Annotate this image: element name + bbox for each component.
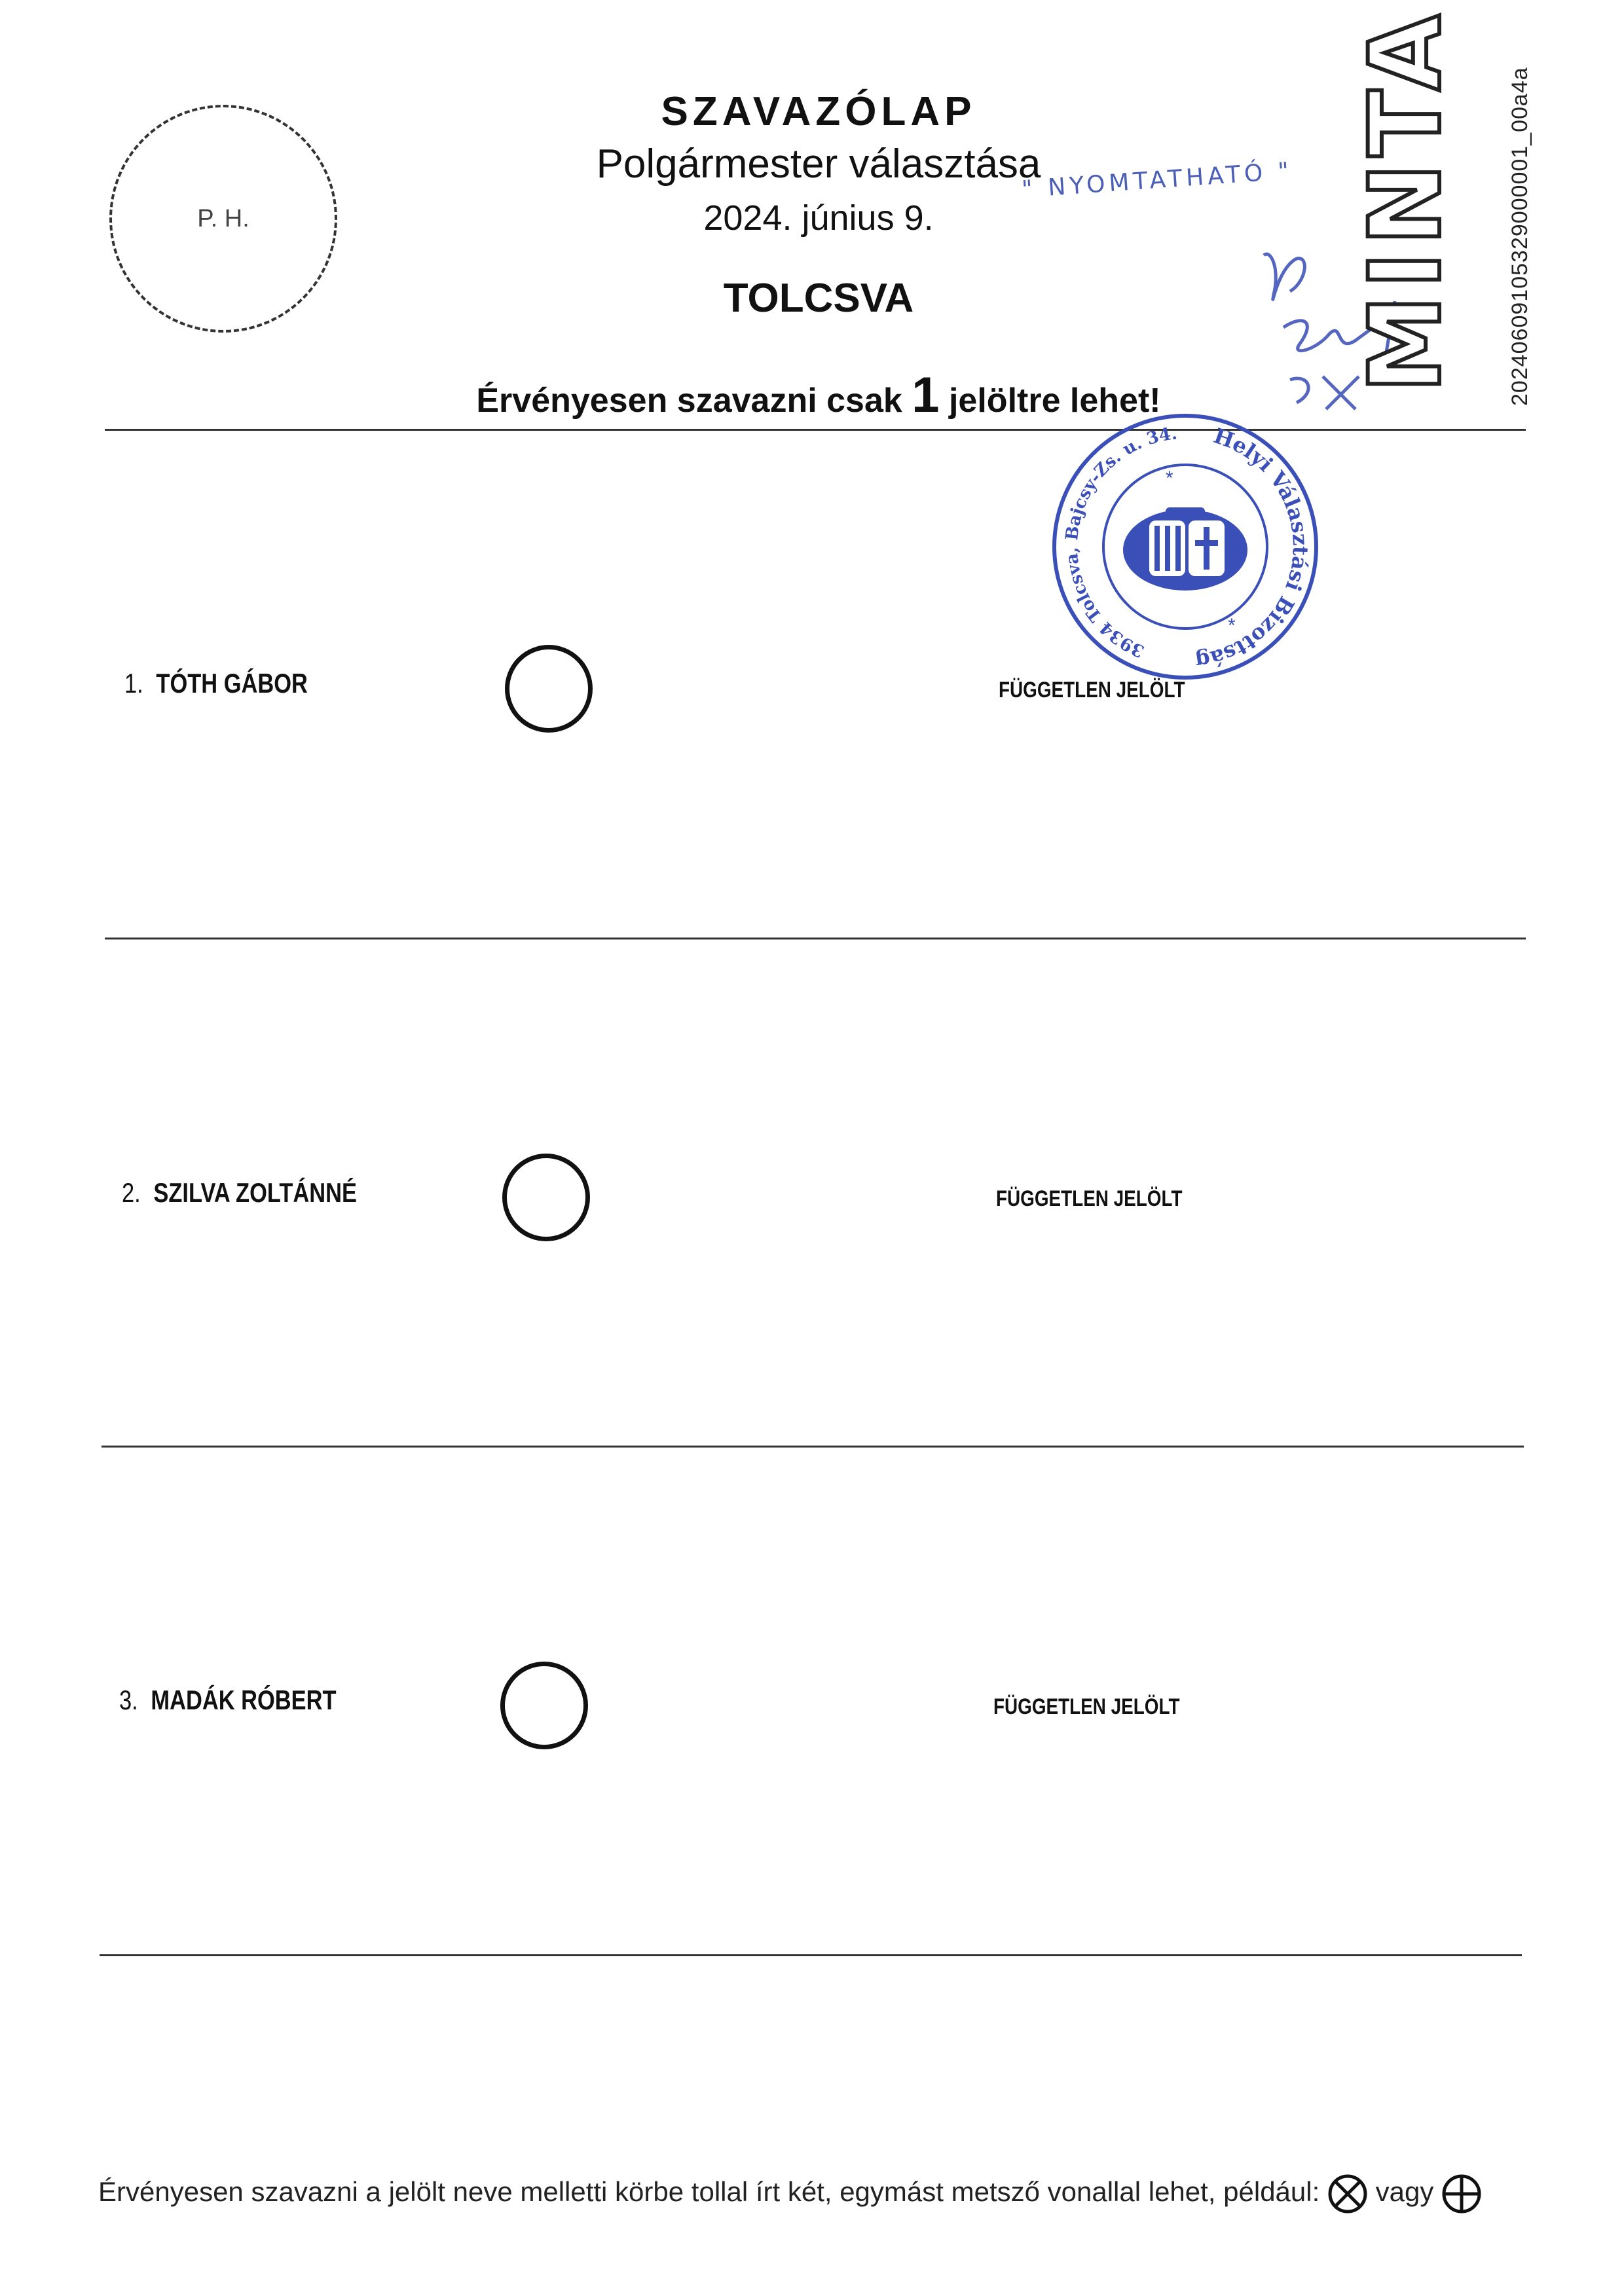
candidate-2-name: SZILVA ZOLTÁNNÉ [153,1177,357,1208]
official-seal [1048,409,1323,684]
circle-plus-example-icon [1441,2174,1482,2214]
ballot-town: TOLCSVA [723,276,914,321]
voting-rule-after: jelöltre lehet! [948,382,1161,420]
ballot-serial-number: 20240609105329000001_00a4a [1507,67,1532,406]
footer-or: vagy [1375,2176,1434,2208]
candidate-3-name: MADÁK RÓBERT [151,1685,337,1715]
candidate-1-name: TÓTH GÁBOR [156,668,308,699]
footer-text: Érvényesen szavazni a jelölt neve melletti körbe tollal írt két, egymást metsző vonallal lehet, például: [98,2176,1320,2208]
candidate-3-number: 3. [119,1685,138,1715]
candidate-1-number: 1. [124,668,143,699]
handwritten-printable-note: " NYOMTATHATÓ " [1021,157,1294,204]
candidate-3-label [119,1685,337,1716]
candidate-2-number: 2. [122,1177,141,1208]
seal-star-top: * [1166,467,1173,489]
candidate-1-vote-circle[interactable] [505,645,593,733]
seal-star-bottom: * [1228,615,1236,636]
candidate-2-vote-circle[interactable] [502,1154,590,1241]
candidate-2-label [122,1177,357,1209]
candidate-1-label [124,668,308,699]
voting-rule-before: Érvényesen szavazni csak [476,382,902,420]
ballot-subtitle: Polgármester választása [596,141,1041,187]
candidate-3-vote-circle[interactable] [500,1662,588,1749]
ballot-title: SZAVAZÓLAP [661,89,976,134]
coat-of-arms-icon [1123,507,1247,591]
candidate-3-party: FÜGGETLEN JELÖLT [993,1694,1180,1719]
candidate-divider [100,1954,1522,1956]
candidate-2-party: FÜGGETLEN JELÖLT [996,1186,1183,1211]
footer-instructions [98,2174,1482,2214]
voting-rule-number: 1 [912,367,940,423]
seal-left-text: 3934 Tolcsva, Bajcsy-Zs. u. 34. [1061,424,1179,661]
candidate-1-party: FÜGGETLEN JELÖLT [999,678,1185,702]
circle-x-example-icon [1327,2174,1368,2214]
candidate-divider [101,1446,1524,1448]
stamp-placeholder-label: P. H. [197,204,249,232]
ballot-date: 2024. június 9. [703,198,934,238]
seal-outer-text: Helyi Választási Bizottság [1193,423,1314,674]
candidate-divider [105,938,1526,939]
minta-watermark: MINTA [1349,8,1463,393]
stamp-placeholder-circle [109,105,337,333]
